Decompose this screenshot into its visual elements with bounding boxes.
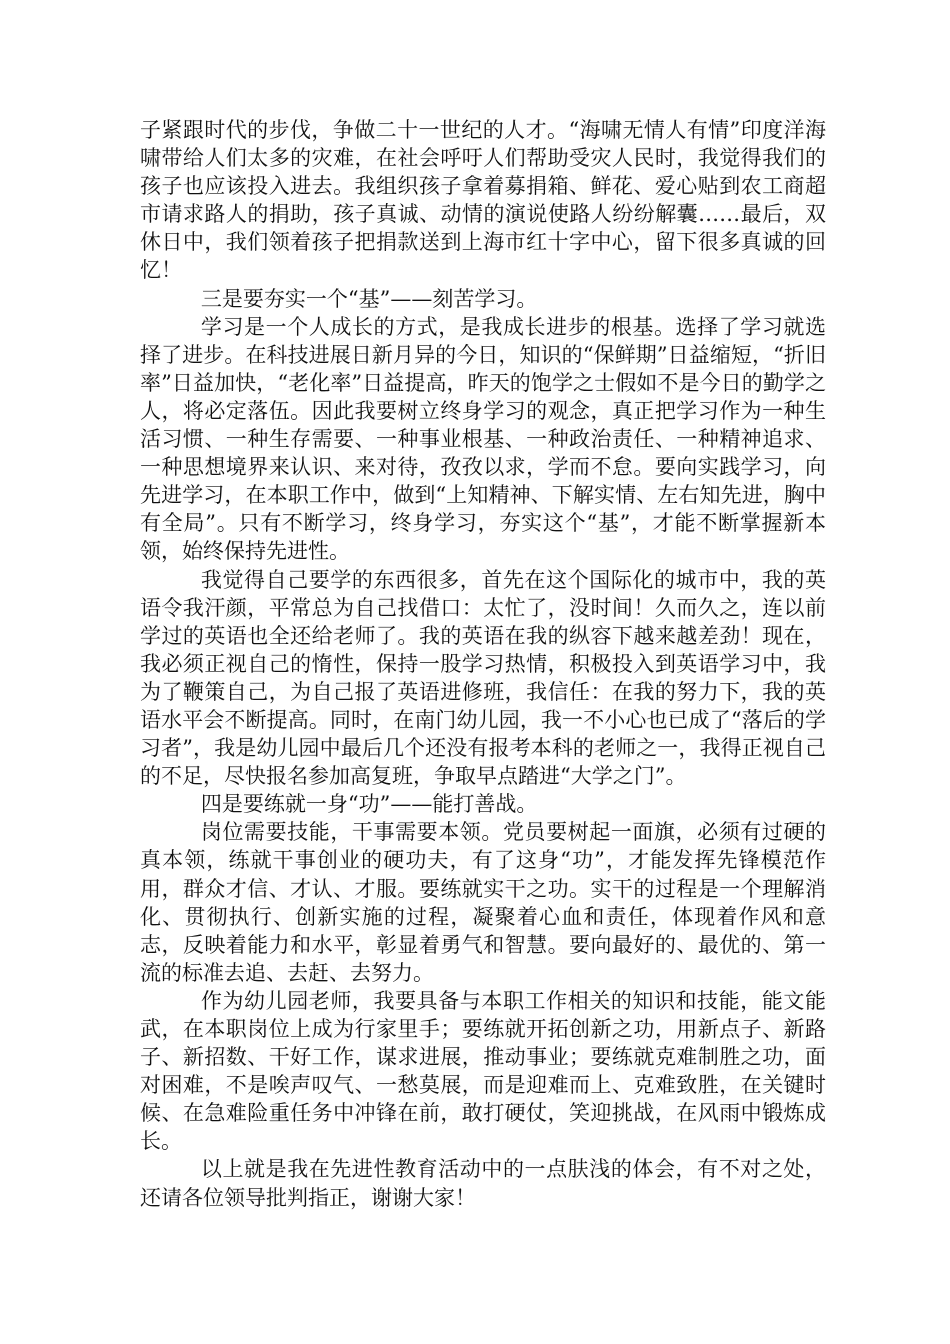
section-heading-4: 四是要练就一身“功”——能打善战。 (200, 792, 538, 817)
paragraph-continuation: 子紧跟时代的步伐，争做二十一世纪的人才。“海啸无情人有情”印度洋海啸带给人们太多的灾难，在社会呼吁人们帮助受灾人民时，我觉得我们的孩子也应该投入进去。我组织孩子拿着募捐箱、鲜花、爱心贴到农工商超市请求路人的捐助，孩子真诚、动情的演说使路人纷纷解囊……最后，双休日中，我们领着孩子把捐款送到上海市红十字中心，留下很多真诚的回忆！ (140, 118, 826, 283)
section-heading-3: 三是要夯实一个“基”——刻苦学习。 (200, 286, 538, 311)
paragraph-closing: 以上就是我在先进性教育活动中的一点肤浅的体会，有不对之处，还请各位领导批判指正，谢谢大家！ (140, 1157, 826, 1210)
paragraph-english: 我觉得自己要学的东西很多，首先在这个国际化的城市中，我的英语令我汗颜，平常总为自己找借口：太忙了，没时间！久而久之，连以前学过的英语也全还给老师了。我的英语在我的纵容下越来越差劲！现在，我必须正视自己的惰性，保持一股学习热情，积极投入到英语学习中，我为了鞭策自己，为自己报了英语进修班，我信任：在我的努力下，我的英语水平会不断提高。同时，在南门幼儿园，我一不小心也已成了“落后的学习者”，我是幼儿园中最后几个还没有报考本科的老师之一，我得正视自己的不足，尽快报名参加高复班，争取早点踏进“大学之门”。 (140, 567, 826, 789)
document-body (140, 116, 826, 1212)
paragraph-skills: 岗位需要技能，干事需要本领。党员要树起一面旗，必须有过硬的真本领，练就干事创业的硬功夫，有了这身“功”，才能发挥先锋模范作用，群众才信、才认、才服。要练就实干之功。实干的过程是一个理解消化、贯彻执行、创新实施的过程，凝聚着心血和责任，体现着作风和意志，反映着能力和水平，彰显着勇气和智慧。要向最好的、最优的、第一流的标准去追、去赶、去努力。 (140, 820, 826, 985)
paragraph-teacher: 作为幼儿园老师，我要具备与本职工作相关的知识和技能，能文能武，在本职岗位上成为行家里手；要练就开拓创新之功，用新点子、新路子、新招数、干好工作，谋求进展，推动事业；要练就克难制胜之功，面对困难，不是唉声叹气、一愁莫展，而是迎难而上、克难致胜，在关键时候、在急难险重任务中冲锋在前，敢打硬仗，笑迎挑战，在风雨中锻炼成长。 (140, 988, 826, 1154)
paragraph-learning: 学习是一个人成长的方式，是我成长进步的根基。选择了学习就选择了进步。在科技进展日新月异的今日，知识的“保鲜期”日益缩短，“折旧率”日益加快，“老化率”日益提高，昨天的饱学之士假如不是今日的勤学之人，将必定落伍。因此我要树立终身学习的观念，真正把学习作为一种生活习惯、一种生存需要、一种事业根基、一种政治责任、一种精神追求、一种思想境界来认识、来对待，孜孜以求，学而不怠。要向实践学习，向先进学习，在本职工作中，做到“上知精神、下解实情、左右知先进，胸中有全局”。只有不断学习，终身学习，夯实这个“基”，才能不断掌握新本领，始终保持先进性。 (140, 314, 826, 564)
